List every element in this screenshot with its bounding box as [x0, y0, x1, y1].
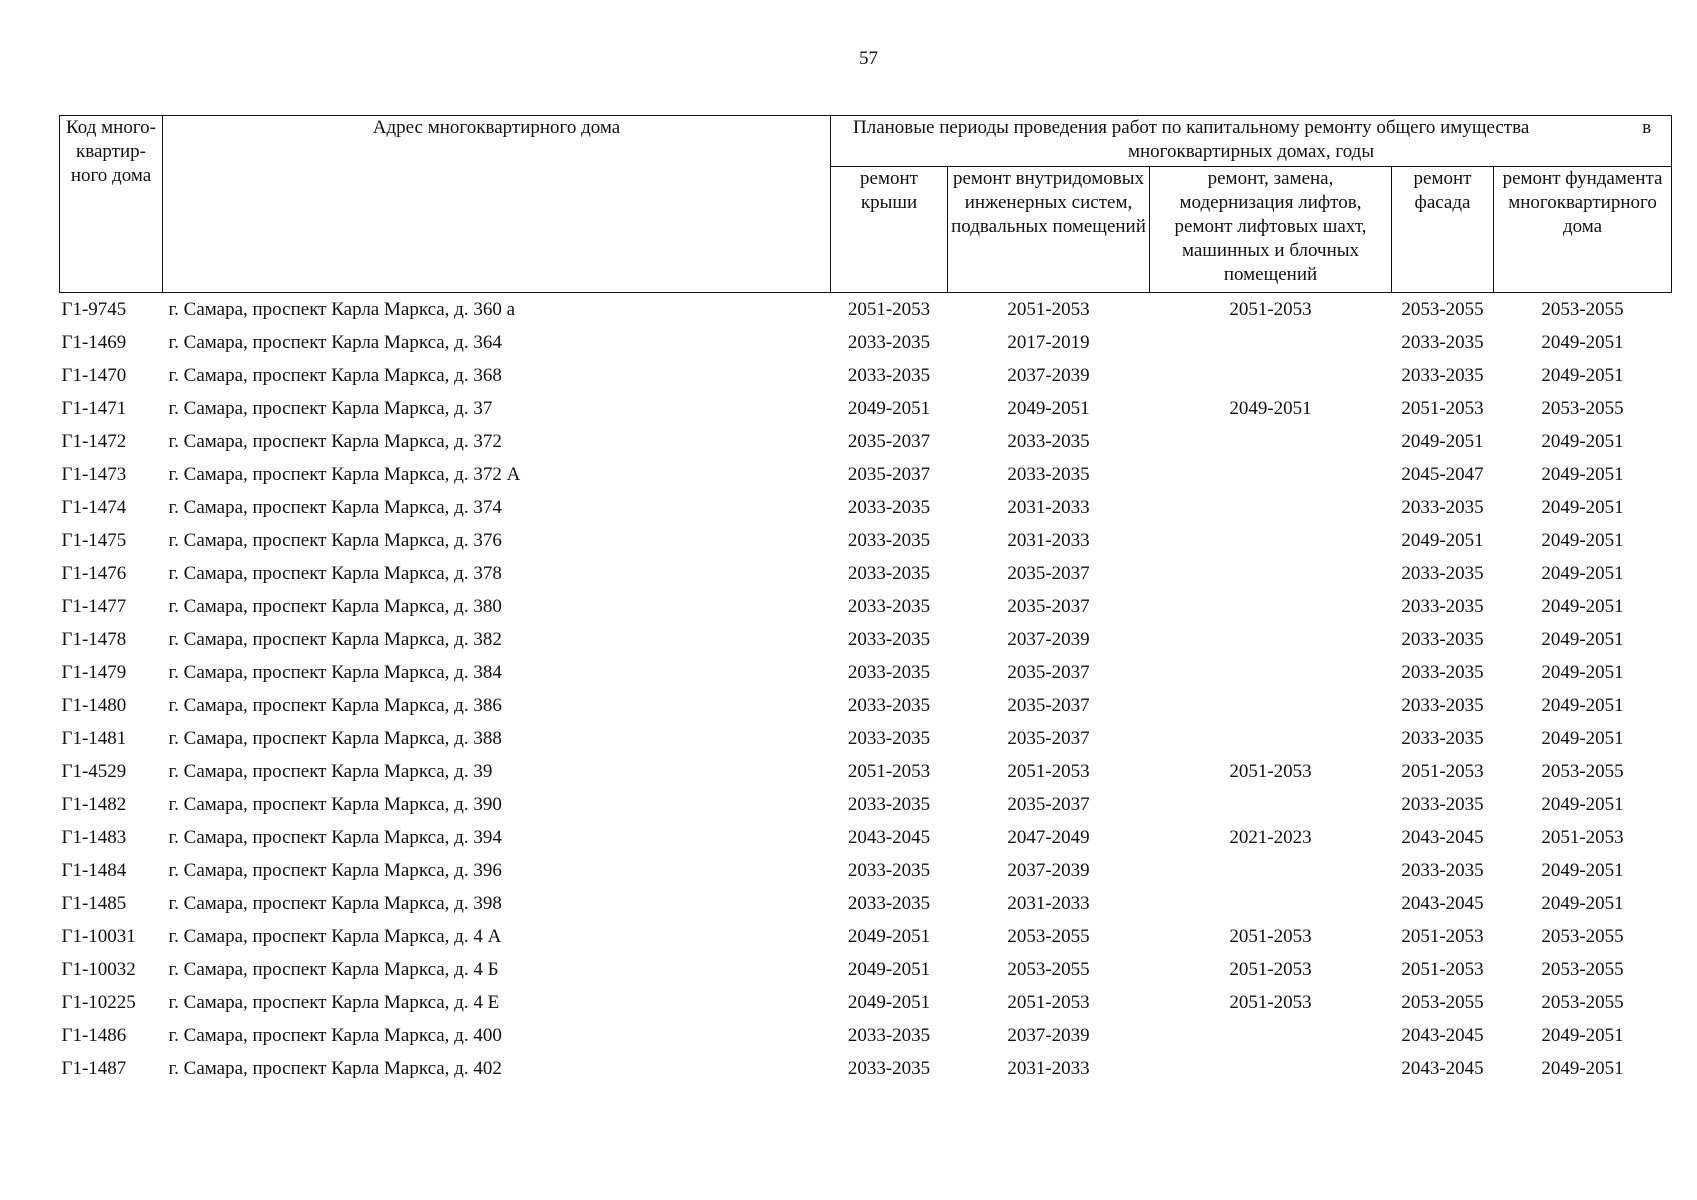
cell-lifts	[1150, 491, 1392, 524]
cell-address: г. Самара, проспект Карла Маркса, д. 372 А	[168, 464, 521, 485]
cell-roof: 2033-2035	[847, 530, 931, 551]
cell-lifts	[1150, 656, 1392, 689]
cell-code: Г1-1471	[61, 398, 127, 419]
cell-facade: 2033-2035	[1401, 332, 1484, 353]
table-row	[60, 392, 1672, 425]
table-row	[60, 326, 1672, 359]
cell-foundation: 2053-2055	[1541, 992, 1624, 1013]
page-number: 57	[859, 48, 878, 69]
table-row	[60, 953, 1672, 986]
cell-lifts	[1150, 1052, 1392, 1085]
cell-address: г. Самара, проспект Карла Маркса, д. 386	[168, 695, 502, 716]
cell-address: г. Самара, проспект Карла Маркса, д. 398	[168, 893, 502, 914]
cell-foundation: 2049-2051	[1541, 431, 1624, 452]
table-row	[60, 722, 1672, 755]
header-lifts: ремонт, замена, модернизация лифтов, ремонт лифтовых шахт, машинных и блочных помещений	[1150, 167, 1392, 293]
table-row	[60, 920, 1672, 953]
cell-roof: 2033-2035	[847, 365, 931, 386]
cell-foundation: 2049-2051	[1541, 1025, 1624, 1046]
header-periods	[831, 116, 1672, 167]
cell-roof: 2049-2051	[847, 398, 931, 419]
cell-address: г. Самара, проспект Карла Маркса, д. 4 Б	[168, 959, 499, 980]
cell-engineering: 2035-2037	[1007, 794, 1090, 815]
cell-lifts	[1150, 854, 1392, 887]
cell-roof: 2033-2035	[847, 893, 931, 914]
header-engineering: ремонт внутридомовых инженерных систем, подвальных помещений	[948, 167, 1150, 293]
cell-code: Г1-10031	[61, 926, 136, 947]
cell-roof: 2033-2035	[847, 1058, 931, 1079]
cell-lifts	[1150, 524, 1392, 557]
cell-foundation: 2053-2055	[1541, 761, 1624, 782]
cell-facade: 2033-2035	[1401, 629, 1484, 650]
cell-facade: 2051-2053	[1401, 761, 1484, 782]
table-row	[60, 986, 1672, 1019]
header-foundation: ремонт фундамента многоквартирного дома	[1494, 167, 1672, 293]
cell-roof: 2033-2035	[847, 596, 931, 617]
cell-code: Г1-1487	[61, 1058, 127, 1079]
table-row	[60, 359, 1672, 392]
table-row	[60, 821, 1672, 854]
cell-facade: 2049-2051	[1401, 431, 1484, 452]
cell-foundation: 2049-2051	[1541, 530, 1624, 551]
cell-engineering: 2037-2039	[1007, 629, 1090, 650]
cell-facade: 2033-2035	[1401, 860, 1484, 881]
cell-foundation: 2049-2051	[1541, 332, 1624, 353]
cell-engineering: 2053-2055	[1007, 926, 1090, 947]
cell-roof: 2049-2051	[847, 992, 931, 1013]
cell-address: г. Самара, проспект Карла Маркса, д. 384	[168, 662, 502, 683]
cell-address: г. Самара, проспект Карла Маркса, д. 372	[168, 431, 502, 452]
cell-code: Г1-1472	[61, 431, 127, 452]
cell-facade: 2033-2035	[1401, 728, 1484, 749]
cell-engineering: 2051-2053	[1007, 299, 1090, 320]
cell-code: Г1-1486	[61, 1025, 127, 1046]
cell-engineering: 2051-2053	[1007, 761, 1090, 782]
cell-address: г. Самара, проспект Карла Маркса, д. 380	[168, 596, 502, 617]
cell-address: г. Самара, проспект Карла Маркса, д. 382	[168, 629, 502, 650]
cell-foundation: 2049-2051	[1541, 893, 1624, 914]
cell-facade: 2051-2053	[1401, 398, 1484, 419]
cell-lifts: 2051-2053	[1229, 761, 1312, 782]
cell-lifts	[1150, 557, 1392, 590]
cell-engineering: 2037-2039	[1007, 365, 1090, 386]
cell-lifts	[1150, 458, 1392, 491]
cell-foundation: 2049-2051	[1541, 794, 1624, 815]
cell-lifts	[1150, 623, 1392, 656]
cell-lifts	[1150, 326, 1392, 359]
cell-code: Г1-1483	[61, 827, 127, 848]
cell-engineering: 2031-2033	[1007, 1058, 1090, 1079]
cell-address: г. Самара, проспект Карла Маркса, д. 360 а	[168, 299, 516, 320]
table-row	[60, 425, 1672, 458]
cell-address: г. Самара, проспект Карла Маркса, д. 396	[168, 860, 502, 881]
cell-engineering: 2031-2033	[1007, 893, 1090, 914]
cell-roof: 2033-2035	[847, 497, 931, 518]
cell-roof: 2049-2051	[847, 959, 931, 980]
cell-facade: 2043-2045	[1401, 827, 1484, 848]
table-header	[60, 116, 1672, 293]
cell-engineering: 2031-2033	[1007, 497, 1090, 518]
cell-code: Г1-1485	[61, 893, 127, 914]
cell-roof: 2033-2035	[847, 662, 931, 683]
cell-code: Г1-1474	[61, 497, 127, 518]
cell-lifts: 2051-2053	[1229, 926, 1312, 947]
cell-facade: 2049-2051	[1401, 530, 1484, 551]
cell-roof: 2033-2035	[847, 794, 931, 815]
cell-engineering: 2035-2037	[1007, 662, 1090, 683]
table-row	[60, 689, 1672, 722]
cell-lifts: 2021-2023	[1229, 827, 1312, 848]
cell-foundation: 2053-2055	[1541, 926, 1624, 947]
cell-engineering: 2051-2053	[1007, 992, 1090, 1013]
cell-foundation: 2053-2055	[1541, 959, 1624, 980]
cell-engineering: 2035-2037	[1007, 695, 1090, 716]
header-code: Код много-квартир-ного дома	[60, 116, 163, 293]
cell-foundation: 2053-2055	[1541, 398, 1624, 419]
cell-roof: 2033-2035	[847, 860, 931, 881]
cell-engineering: 2037-2039	[1007, 1025, 1090, 1046]
header-periods-line1: Плановые периоды проведения работ по капитальному ремонту общего имущества	[853, 117, 1530, 138]
cell-engineering: 2035-2037	[1007, 563, 1090, 584]
cell-address: г. Самара, проспект Карла Маркса, д. 4 Е	[168, 992, 500, 1013]
table-row	[60, 788, 1672, 821]
cell-address: г. Самара, проспект Карла Маркса, д. 378	[168, 563, 502, 584]
header-roof: ремонт крыши	[831, 167, 948, 293]
cell-engineering: 2035-2037	[1007, 728, 1090, 749]
cell-lifts	[1150, 887, 1392, 920]
repair-schedule-table	[59, 115, 1672, 1085]
table-row	[60, 623, 1672, 656]
table-body	[60, 293, 1672, 1086]
cell-roof: 2033-2035	[847, 728, 931, 749]
cell-foundation: 2049-2051	[1541, 365, 1624, 386]
cell-facade: 2033-2035	[1401, 662, 1484, 683]
cell-lifts	[1150, 689, 1392, 722]
cell-facade: 2033-2035	[1401, 695, 1484, 716]
cell-foundation: 2049-2051	[1541, 497, 1624, 518]
cell-roof: 2033-2035	[847, 1025, 931, 1046]
cell-engineering: 2031-2033	[1007, 530, 1090, 551]
cell-engineering: 2049-2051	[1007, 398, 1090, 419]
cell-foundation: 2049-2051	[1541, 662, 1624, 683]
cell-lifts: 2049-2051	[1229, 398, 1312, 419]
table-row	[60, 755, 1672, 788]
cell-address: г. Самара, проспект Карла Маркса, д. 400	[168, 1025, 502, 1046]
cell-roof: 2035-2037	[847, 431, 931, 452]
cell-code: Г1-1476	[61, 563, 127, 584]
cell-engineering: 2033-2035	[1007, 431, 1090, 452]
header-periods-line2: многоквартирных домах, годы	[1127, 141, 1375, 162]
cell-address: г. Самара, проспект Карла Маркса, д. 394	[168, 827, 502, 848]
cell-address: г. Самара, проспект Карла Маркса, д. 388	[168, 728, 502, 749]
table-row	[60, 590, 1672, 623]
cell-engineering: 2035-2037	[1007, 596, 1090, 617]
cell-address: г. Самара, проспект Карла Маркса, д. 374	[168, 497, 502, 518]
cell-code: Г1-1482	[61, 794, 127, 815]
cell-facade: 2033-2035	[1401, 563, 1484, 584]
cell-code: Г1-1484	[61, 860, 127, 881]
cell-roof: 2051-2053	[847, 299, 931, 320]
table-row	[60, 1019, 1672, 1052]
table-row	[60, 1052, 1672, 1085]
cell-lifts	[1150, 722, 1392, 755]
cell-address: г. Самара, проспект Карла Маркса, д. 4 А	[168, 926, 502, 947]
cell-facade: 2043-2045	[1401, 1058, 1484, 1079]
table-row	[60, 458, 1672, 491]
cell-code: Г1-1479	[61, 662, 127, 683]
cell-roof: 2033-2035	[847, 332, 931, 353]
table-row	[60, 854, 1672, 887]
cell-code: Г1-10032	[61, 959, 136, 980]
cell-foundation: 2049-2051	[1541, 728, 1624, 749]
cell-roof: 2033-2035	[847, 695, 931, 716]
cell-foundation: 2049-2051	[1541, 629, 1624, 650]
cell-facade: 2051-2053	[1401, 926, 1484, 947]
cell-facade: 2033-2035	[1401, 794, 1484, 815]
cell-roof: 2033-2035	[847, 629, 931, 650]
table-row	[60, 524, 1672, 557]
cell-lifts	[1150, 1019, 1392, 1052]
cell-foundation: 2049-2051	[1541, 1058, 1624, 1079]
table-row	[60, 656, 1672, 689]
cell-address: г. Самара, проспект Карла Маркса, д. 368	[168, 365, 502, 386]
cell-address: г. Самара, проспект Карла Маркса, д. 364	[168, 332, 502, 353]
cell-lifts	[1150, 359, 1392, 392]
cell-code: Г1-1473	[61, 464, 127, 485]
cell-lifts: 2051-2053	[1229, 992, 1312, 1013]
cell-engineering: 2047-2049	[1007, 827, 1090, 848]
cell-roof: 2049-2051	[847, 926, 931, 947]
cell-address: г. Самара, проспект Карла Маркса, д. 402	[168, 1058, 502, 1079]
cell-engineering: 2017-2019	[1007, 332, 1090, 353]
cell-facade: 2033-2035	[1401, 596, 1484, 617]
cell-lifts	[1150, 590, 1392, 623]
header-address: Адрес многоквартирного дома	[163, 116, 831, 293]
cell-engineering: 2037-2039	[1007, 860, 1090, 881]
cell-code: Г1-4529	[61, 761, 127, 782]
cell-lifts	[1150, 788, 1392, 821]
table-row	[60, 491, 1672, 524]
cell-facade: 2051-2053	[1401, 959, 1484, 980]
cell-roof: 2035-2037	[847, 464, 931, 485]
cell-foundation: 2049-2051	[1541, 695, 1624, 716]
cell-lifts: 2051-2053	[1229, 299, 1312, 320]
cell-code: Г1-1478	[61, 629, 127, 650]
cell-code: Г1-1480	[61, 695, 127, 716]
cell-facade: 2053-2055	[1401, 299, 1484, 320]
cell-code: Г1-1469	[61, 332, 127, 353]
table-row	[60, 557, 1672, 590]
cell-code: Г1-1481	[61, 728, 127, 749]
cell-address: г. Самара, проспект Карла Маркса, д. 37	[168, 398, 493, 419]
cell-foundation: 2049-2051	[1541, 464, 1624, 485]
cell-roof: 2033-2035	[847, 563, 931, 584]
cell-engineering: 2033-2035	[1007, 464, 1090, 485]
cell-code: Г1-10225	[61, 992, 136, 1013]
table-row	[60, 293, 1672, 327]
cell-facade: 2053-2055	[1401, 992, 1484, 1013]
header-facade: ремонт фасада	[1392, 167, 1494, 293]
cell-lifts: 2051-2053	[1229, 959, 1312, 980]
cell-address: г. Самара, проспект Карла Маркса, д. 376	[168, 530, 502, 551]
cell-address: г. Самара, проспект Карла Маркса, д. 390	[168, 794, 502, 815]
cell-engineering: 2053-2055	[1007, 959, 1090, 980]
cell-facade: 2043-2045	[1401, 893, 1484, 914]
cell-foundation: 2053-2055	[1541, 299, 1624, 320]
cell-code: Г1-1475	[61, 530, 127, 551]
cell-facade: 2045-2047	[1401, 464, 1484, 485]
cell-facade: 2033-2035	[1401, 365, 1484, 386]
cell-foundation: 2049-2051	[1541, 596, 1624, 617]
table-row	[60, 887, 1672, 920]
cell-roof: 2051-2053	[847, 761, 931, 782]
cell-code: Г1-9745	[61, 299, 127, 320]
cell-foundation: 2051-2053	[1541, 827, 1624, 848]
cell-roof: 2043-2045	[847, 827, 931, 848]
cell-code: Г1-1470	[61, 365, 127, 386]
cell-facade: 2043-2045	[1401, 1025, 1484, 1046]
cell-address: г. Самара, проспект Карла Маркса, д. 39	[168, 761, 493, 782]
cell-facade: 2033-2035	[1401, 497, 1484, 518]
cell-code: Г1-1477	[61, 596, 127, 617]
cell-foundation: 2049-2051	[1541, 563, 1624, 584]
cell-lifts	[1150, 425, 1392, 458]
cell-foundation: 2049-2051	[1541, 860, 1624, 881]
header-periods-prep: в	[1642, 117, 1652, 138]
